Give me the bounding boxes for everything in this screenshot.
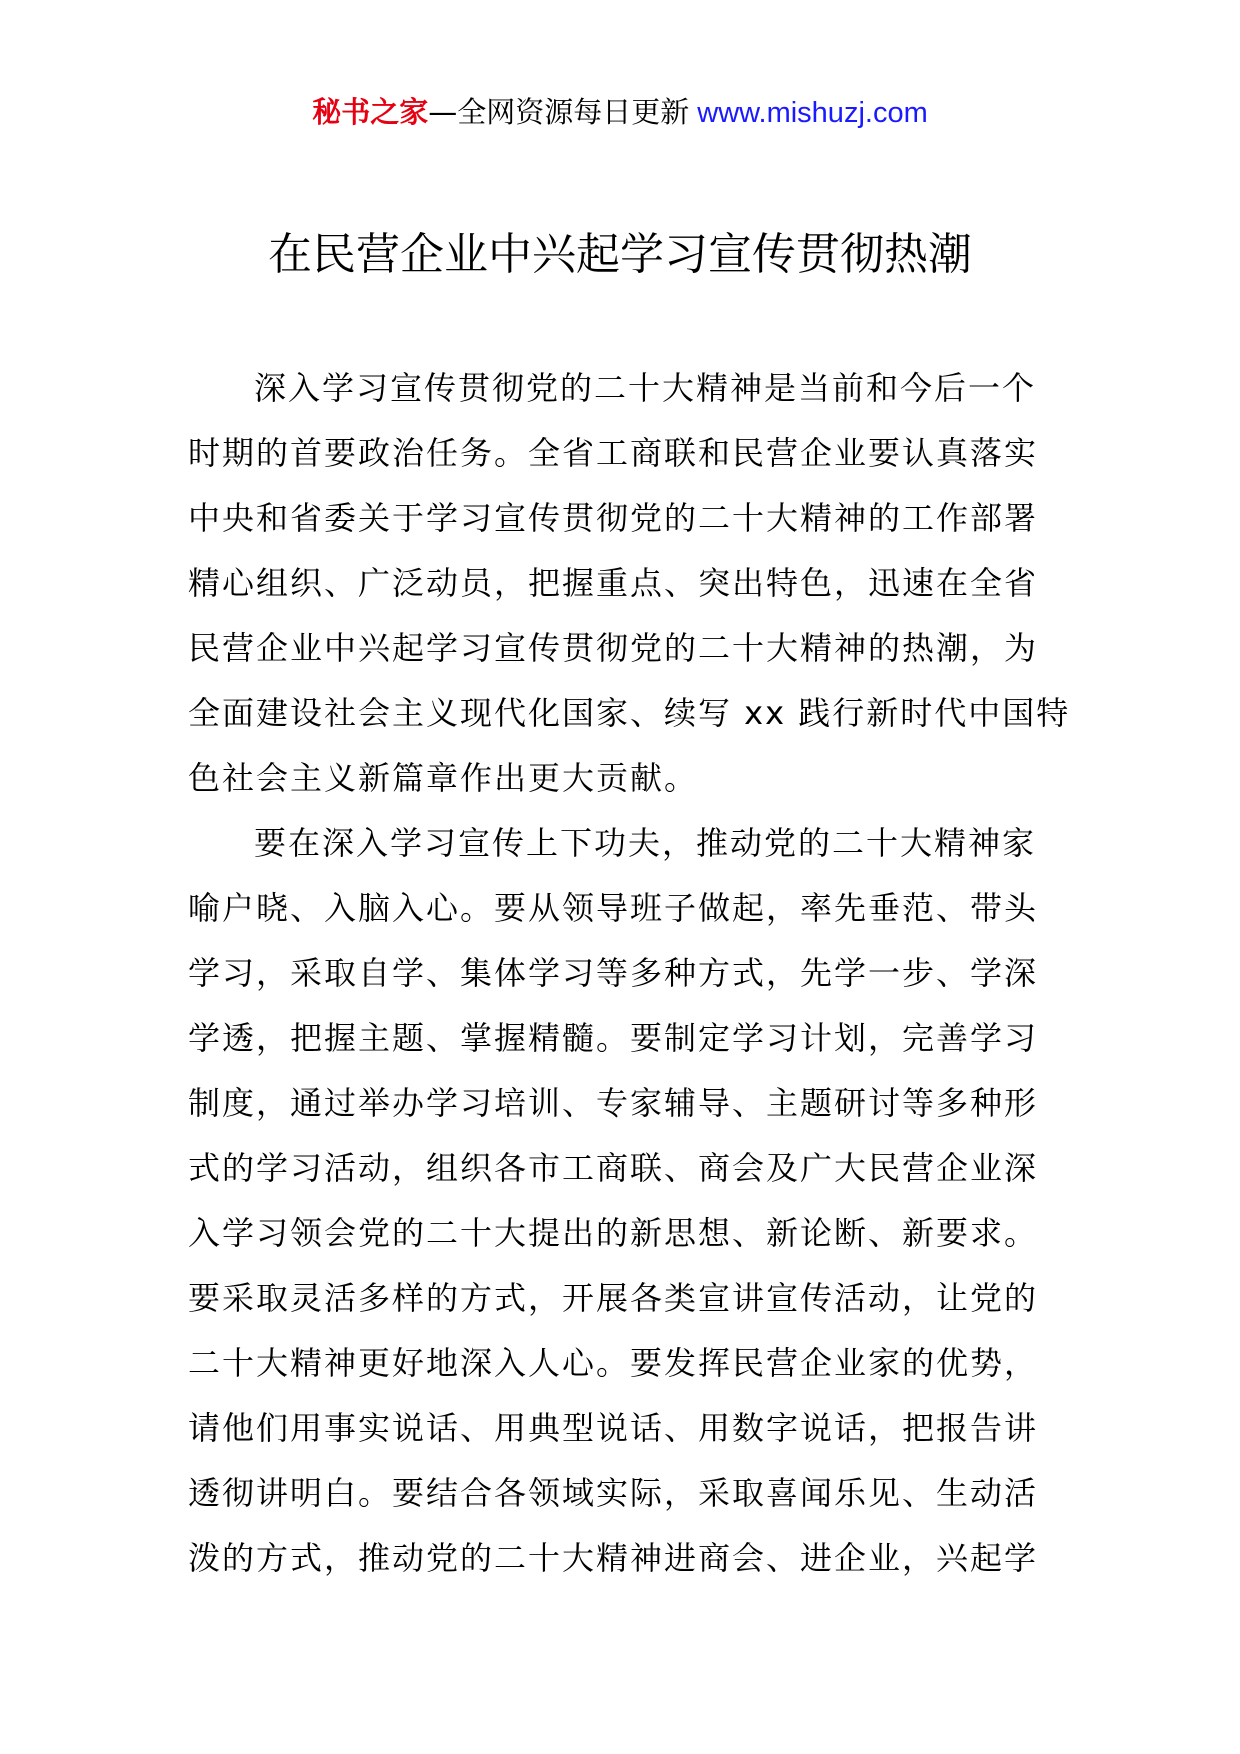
site-brand: 秘书之家 — [312, 95, 429, 129]
text-line: 民营企业中兴起学习宣传贯彻党的二十大精神的热潮，为 — [188, 629, 1039, 667]
text-line: 喻户晓、入脑入心。要从领导班子做起，率先垂范、带头 — [188, 889, 1039, 927]
text-line: 请他们用事实说话、用典型说话、用数字说话，把报告讲 — [188, 1409, 1039, 1447]
text-line: 泼的方式，推动党的二十大精神进商会、进企业，兴起学 — [188, 1539, 1039, 1577]
text-line: 学习，采取自学、集体学习等多种方式，先学一步、学深 — [188, 954, 1039, 992]
text-line: 要在深入学习宣传上下功夫，推动党的二十大精神家 — [254, 824, 1037, 862]
text-line: 中央和省委关于学习宣传贯彻党的二十大精神的工作部署 — [188, 499, 1039, 537]
text-line: 色社会主义新篇章作出更大贡献。 — [188, 759, 699, 797]
text-line: 时期的首要政治任务。全省工商联和民营企业要认真落实 — [188, 434, 1039, 472]
site-tagline: —全网资源每日更新 — [428, 95, 690, 129]
text-line: 精心组织、广泛动员，把握重点、突出特色，迅速在全省 — [188, 564, 1039, 602]
text-line: 二十大精神更好地深入人心。要发挥民营企业家的优势， — [188, 1344, 1039, 1382]
text-line: 要采取灵活多样的方式，开展各类宣讲宣传活动，让党的 — [188, 1279, 1039, 1317]
text-line: 全面建设社会主义现代化国家、续写 xx 践行新时代中国特 — [188, 694, 1071, 732]
site-header — [0, 92, 1240, 133]
paragraph-2 — [188, 811, 1088, 1591]
text-line: 制度，通过举办学习培训、专家辅导、主题研讨等多种形 — [188, 1084, 1039, 1122]
text-line: 入学习领会党的二十大提出的新思想、新论断、新要求。 — [188, 1214, 1039, 1252]
text-line: 学透，把握主题、掌握精髓。要制定学习计划，完善学习 — [188, 1019, 1039, 1057]
paragraph-1 — [188, 356, 1088, 811]
text-line: 式的学习活动，组织各市工商联、商会及广大民营企业深 — [188, 1149, 1039, 1187]
site-url-link[interactable]: www.mishuzj.com — [697, 97, 928, 129]
text-line: 透彻讲明白。要结合各领域实际，采取喜闻乐见、生动活 — [188, 1474, 1039, 1512]
document-body — [188, 356, 1088, 1591]
document-title: 在民营企业中兴起学习宣传贯彻热潮 — [268, 229, 972, 280]
text-line: 深入学习宣传贯彻党的二十大精神是当前和今后一个 — [254, 369, 1037, 407]
